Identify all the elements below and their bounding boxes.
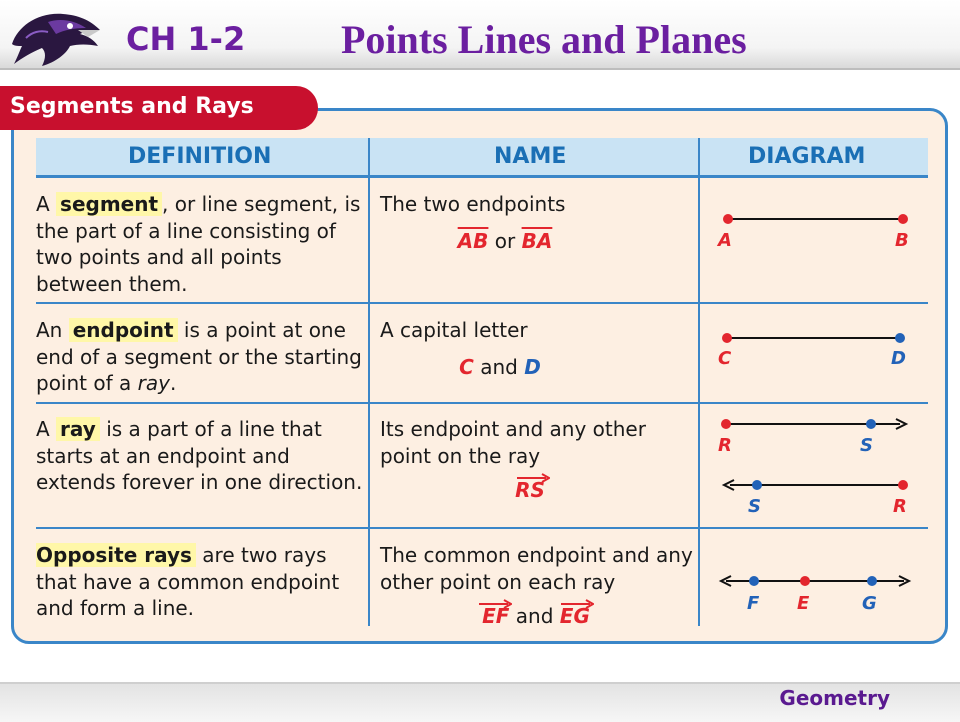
column-divider: [368, 138, 370, 626]
point-d: [895, 333, 905, 343]
ray-arrow-icon: [560, 599, 594, 609]
term-highlight: segment: [56, 192, 162, 216]
label-c: C: [718, 348, 732, 369]
endpoint-diagram: [700, 320, 926, 380]
definition-ray: A ray is a part of a line that starts at an endpoint and extends forever in one direction.: [36, 417, 363, 494]
label-d: D: [891, 348, 906, 369]
point-e: [800, 576, 810, 586]
point-s: [866, 419, 876, 429]
point-b: [898, 214, 908, 224]
label-b: B: [895, 230, 909, 251]
label-r: R: [893, 496, 907, 517]
point-s: [752, 480, 762, 490]
definition-segment: A segment , or line segment, is the part of a line consisting of two points and all points between them.: [36, 192, 361, 296]
point-r: [721, 419, 731, 429]
label-e: E: [797, 593, 810, 614]
label-a: A: [718, 230, 732, 251]
column-header-diagram: DIAGRAM: [748, 144, 866, 169]
raven-mascot-icon: [8, 4, 104, 70]
column-header-name: NAME: [494, 144, 567, 169]
ray-arrow-icon: [516, 473, 550, 483]
point-c: [722, 333, 732, 343]
section-banner-text: Segments and Rays: [10, 94, 254, 119]
chapter-label: CH 1-2: [126, 20, 246, 58]
name-opposite-rays: The common endpoint and any other point on each ray EF and EG: [380, 543, 693, 628]
segment-diagram: [700, 200, 926, 260]
definition-opposite-rays: Opposite rays are two rays that have a common endpoint and form a line.: [36, 543, 340, 620]
term-highlight: Opposite rays: [36, 543, 196, 567]
opposite-rays-diagram: [700, 560, 926, 620]
point-a: [723, 214, 733, 224]
ray-arrow-icon: [478, 599, 512, 609]
term-highlight: endpoint: [69, 318, 178, 342]
slide-title: Points Lines and Planes: [341, 17, 747, 62]
ray-diagram: [700, 408, 926, 520]
name-segment: The two endpoints $\overline{AB}$ or $\overline{BA}$: [380, 192, 566, 253]
definition-endpoint: An endpoint is a point at one end of a segment or the starting point of a ray.: [36, 318, 362, 395]
label-s: S: [860, 435, 873, 456]
point-f: [749, 576, 759, 586]
row-divider: [36, 302, 928, 304]
row-divider: [36, 527, 928, 529]
label-r: R: [718, 435, 732, 456]
term-highlight: ray: [56, 417, 100, 441]
label-g: G: [862, 593, 877, 614]
name-endpoint: A capital letter C and D: [380, 318, 541, 379]
column-header-definition: DEFINITION: [128, 144, 272, 169]
point-r: [898, 480, 908, 490]
name-ray: Its endpoint and any other point on the ray RS: [380, 417, 646, 502]
label-s: S: [748, 496, 761, 517]
footer-subject: Geometry: [779, 686, 890, 710]
row-divider: [36, 402, 928, 404]
point-g: [867, 576, 877, 586]
label-f: F: [747, 593, 760, 614]
